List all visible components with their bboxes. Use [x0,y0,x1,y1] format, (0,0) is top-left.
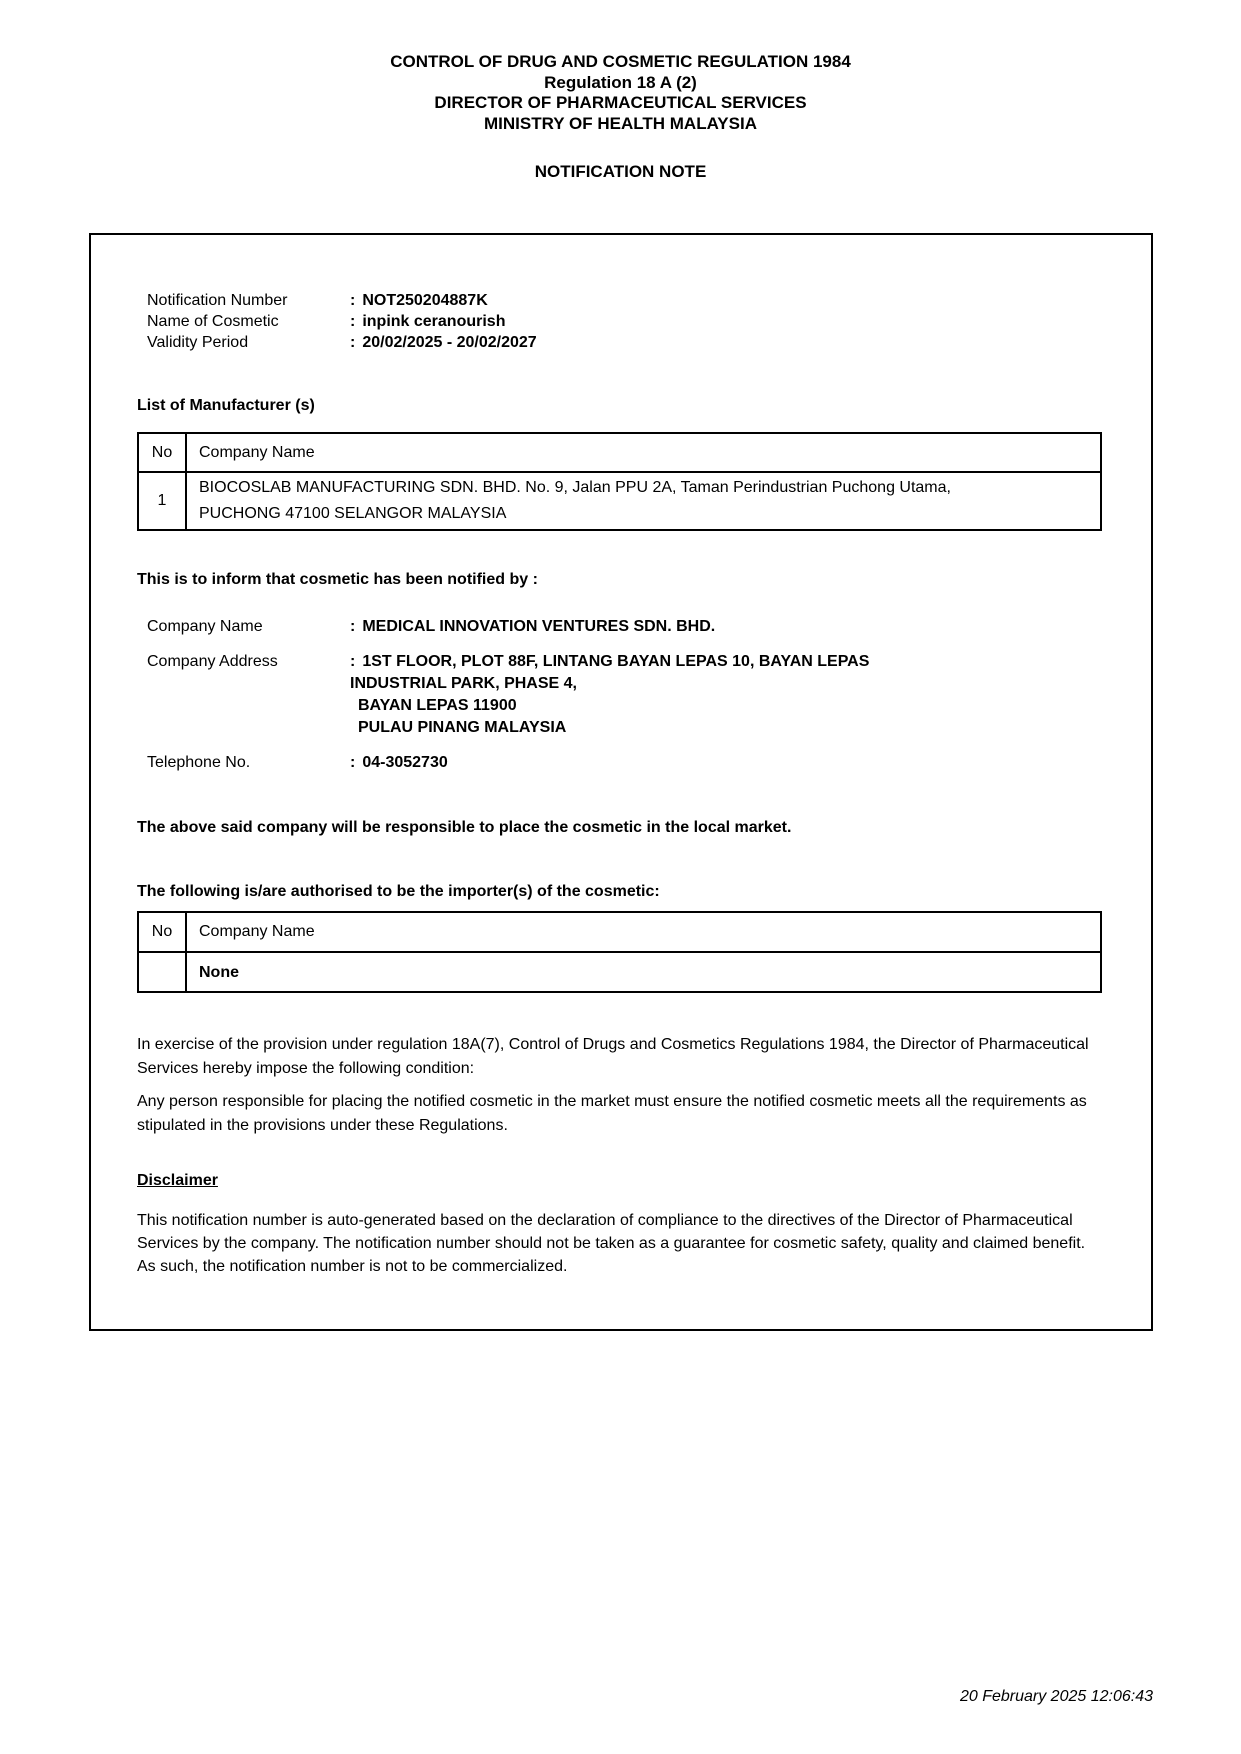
colon-separator: : [350,334,356,351]
notification-number-value: NOT250204887K [362,292,488,309]
importers-intro-statement: The following is/are authorised to be the importer(s) of the cosmetic: [137,883,660,900]
header-regulation-title: CONTROL OF DRUG AND COSMETIC REGULATION 1984 [390,52,851,71]
validity-period-value: 20/02/2025 - 20/02/2027 [362,334,537,351]
importers-table [137,911,1102,993]
manufacturers-table-header [138,433,1101,472]
importer-row-no [138,952,186,992]
notification-summary [137,290,1102,353]
importers-col-company: Company Name [186,912,1101,952]
colon-separator: : [350,653,356,670]
company-address-line2: INDUSTRIAL PARK, PHASE 4, [350,675,577,692]
manufacturers-col-company: Company Name [186,433,1101,472]
disclaimer-body: This notification number is auto-generated based on the declaration of compliance to the directives of the Director of Pharmaceutical Services by the company. The notification number should not be taken as a guarantee for cosmetic safety, quality and claimed benefit. As such, the notification number is not to be commercialized. [137,1212,1086,1275]
company-address-value [350,651,869,739]
page-title: NOTIFICATION NOTE [534,162,707,181]
manufacturers-col-no: No [138,433,186,472]
company-name-row [147,616,1102,637]
manufacturer-row-company [186,472,1101,530]
telephone-label: Telephone No. [147,754,251,771]
validity-period-row [147,332,1102,353]
company-name-value: MEDICAL INNOVATION VENTURES SDN. BHD. [362,618,716,635]
company-address-line4: PULAU PINANG MALAYSIA [358,719,567,736]
header-ministry-line: MINISTRY OF HEALTH MALAYSIA [484,113,757,133]
colon-separator: : [350,313,356,330]
notification-number-row [147,290,1102,311]
telephone-value: 04-3052730 [362,754,448,771]
print-timestamp: 20 February 2025 12:06:43 [959,1688,1153,1705]
header-director-line: DIRECTOR OF PHARMACEUTICAL SERVICES [434,93,807,112]
company-address-label: Company Address [147,653,278,670]
manufacturers-table [137,432,1102,531]
colon-separator: : [350,754,356,771]
notifier-details [137,616,1102,773]
table-row [138,952,1101,992]
notified-by-intro: This is to inform that cosmetic has been notified by : [137,571,538,588]
importers-table-header [138,912,1101,952]
cosmetic-name-value: inpink ceranourish [362,313,506,330]
disclaimer-heading: Disclaimer [137,1172,218,1189]
colon-separator: : [350,618,356,635]
company-address-line3: BAYAN LEPAS 11900 [358,697,517,714]
validity-period-label: Validity Period [147,334,249,351]
colon-separator: : [350,292,356,309]
importers-col-no: No [138,912,186,952]
responsibility-statement: The above said company will be responsible to place the cosmetic in the local market. [137,819,792,836]
company-address-line1: : 1ST FLOOR, PLOT 88F, LINTANG BAYAN LEPAS 10, BAYAN LEPAS [350,653,870,670]
manufacturers-heading: List of Manufacturer (s) [137,397,315,414]
manufacturer-company-line1: BIOCOSLAB MANUFACTURING SDN. BHD. No. 9, Jalan PPU 2A, Taman Perindustrian Puchong Utama, [199,479,951,496]
notification-number-label: Notification Number [147,292,288,309]
condition-paragraph-1: In exercise of the provision under regulation 18A(7), Control of Drugs and Cosmetics Regulations 1984, the Director of Pharmaceutical Services hereby impose the following condition: [137,1036,1089,1077]
importer-row-company: None [186,952,1101,992]
condition-paragraph-2: Any person responsible for placing the notified cosmetic in the market must ensure the notified cosmetic meets all the requirements as stipulated in the provisions under these Regulations. [137,1093,1087,1134]
cosmetic-name-row [147,311,1102,332]
manufacturer-company-line2: PUCHONG 47100 SELANGOR MALAYSIA [199,505,507,522]
manufacturer-row-no: 1 [138,472,186,530]
notification-box [89,233,1153,1331]
telephone-row [147,752,1102,773]
document-header [0,0,1241,134]
company-address-row [147,651,1102,739]
company-name-label: Company Name [147,618,263,635]
cosmetic-name-label: Name of Cosmetic [147,313,279,330]
header-regulation-subtitle: Regulation 18 A (2) [544,72,697,92]
table-row [138,472,1101,530]
